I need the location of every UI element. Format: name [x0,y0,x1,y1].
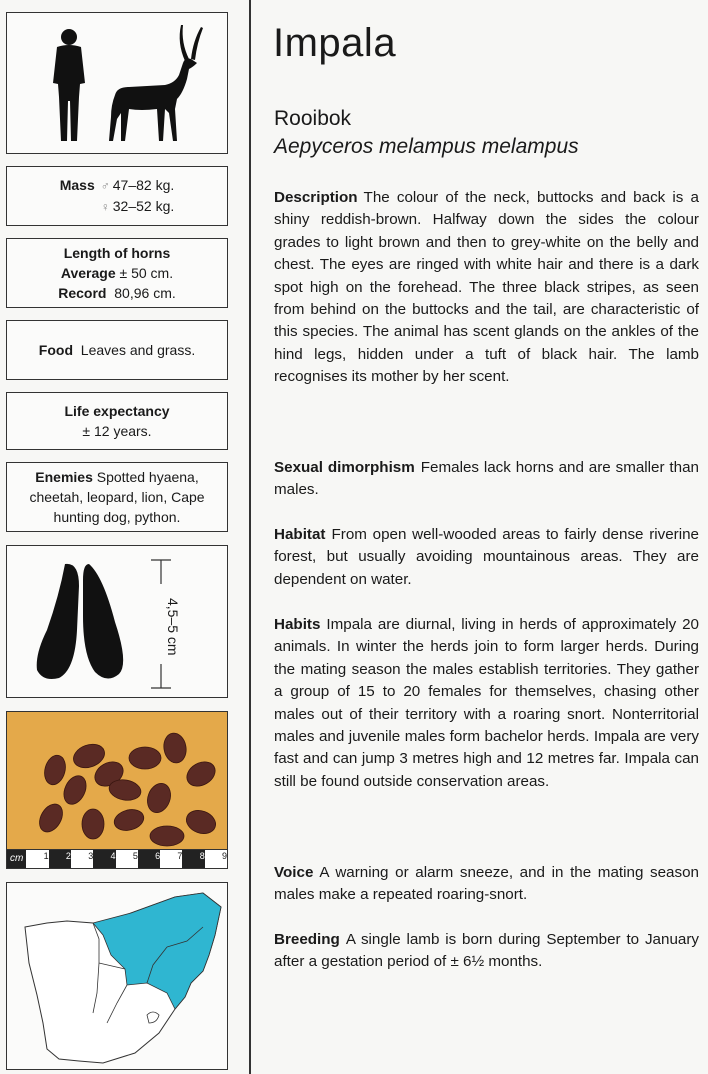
ruler-tick: 2 [49,850,71,868]
horn-length-box [6,238,228,308]
ruler-tick: 6 [138,850,160,868]
distribution-map-icon [7,883,227,1069]
horn-record-value: 80,96 cm. [114,285,176,301]
distribution-map-panel [6,882,228,1070]
section-sexual-dimorphism [274,457,699,502]
section-breeding [274,929,699,974]
droppings-panel [6,711,228,869]
food-label: Food [38,342,74,358]
section-heading: Description [274,189,358,206]
section-habits [274,614,699,793]
horn-average-value: ± 50 cm. [119,265,174,281]
section-heading: Breeding [274,931,340,948]
spoor-size-label: 4,5–5 cm [165,598,181,656]
scientific-name: Aepyceros melampus melampus [274,135,579,158]
food-box [6,320,228,380]
size-comparison-panel [6,12,228,154]
life-expectancy-label: Life expectancy [64,403,170,419]
section-text: Impala are diurnal, living in herds of approximately 20 animals. In winter the herds join to form larger herds. During the mating season the males establish territories. They gather a group of 15 to 20 females for themselves, chasing other males out of their territory with a roaring snort. Nonterritorial males and juvenile males form bachelor herds. Impala are very fast and can jump 3 metres high and 12 metres far. Impala can still be found outside conservation areas. [274,616,699,790]
life-expectancy-value: ± 12 years. [82,423,152,439]
enemies-label: Enemies [35,469,93,485]
section-heading: Sexual dimorphism [274,459,415,476]
section-text: The colour of the neck, buttocks and back is a shiny reddish-brown. Halfway down the sides the colour grades to light brown and then to grey-white on the belly and chest. The eyes are ringed with white hair and there is a dark spot high on the forehead. The three black stripes, as seen from behind on the buttocks and the tail, are characteristic of this species. The animal has scent glands on the ankles of the hind legs, hidden under a tuft of black hair. The lamb recognises its mother by her scent. [274,189,699,386]
horn-record-label: Record [58,285,107,301]
common-name: Rooibok [274,107,352,130]
ruler-tick: 1 [26,850,48,868]
mass-box [6,166,228,226]
life-expectancy-box [6,392,228,450]
mass-male-value: 47–82 kg. [112,177,175,193]
ruler-tick: 4 [93,850,115,868]
section-heading: Habitat [274,526,326,543]
ruler-tick: 8 [182,850,204,868]
mass-female-value: 32–52 kg. [112,198,175,214]
page-title: Impala [273,21,397,65]
droppings-pellets-icon [7,712,227,852]
male-symbol: ♂ [100,179,110,193]
ruler-tick: 3 [71,850,93,868]
ruler-tick: 7 [160,850,182,868]
section-heading: Voice [274,864,314,881]
spoor-panel [6,545,228,698]
section-voice [274,862,699,907]
section-description [274,187,699,389]
ruler-unit-label: cm [7,850,26,868]
section-habitat [274,524,699,591]
section-text: A single lamb is born during September to January after a gestation period of ± 6½ months. [274,931,699,971]
female-symbol: ♀ [100,200,110,214]
ruler-tick: 5 [116,850,138,868]
section-text: A warning or alarm sneeze, and in the mating season males make a repeated roaring-snort. [274,864,699,904]
mass-label: Mass [59,177,95,193]
human-impala-silhouette-icon [7,13,227,153]
section-heading: Habits [274,616,321,633]
section-text: From open well-wooded areas to fairly dense riverine forest, but usually avoiding mountainous areas. They are dependent on water. [274,526,699,588]
food-value: Leaves and grass. [80,342,196,358]
enemies-box [6,462,228,532]
section-text: Females lack horns and are smaller than males. [274,459,699,499]
ruler-tick: 9 [205,850,227,868]
column-divider [249,0,251,1074]
enemies-value: Spotted hyaena, cheetah, leopard, lion, Cape hunting dog, python. [29,469,205,525]
scale-ruler [7,849,227,868]
hoof-print-icon [7,546,227,696]
horn-length-label: Length of horns [63,245,171,261]
horn-average-label: Average [60,265,116,281]
